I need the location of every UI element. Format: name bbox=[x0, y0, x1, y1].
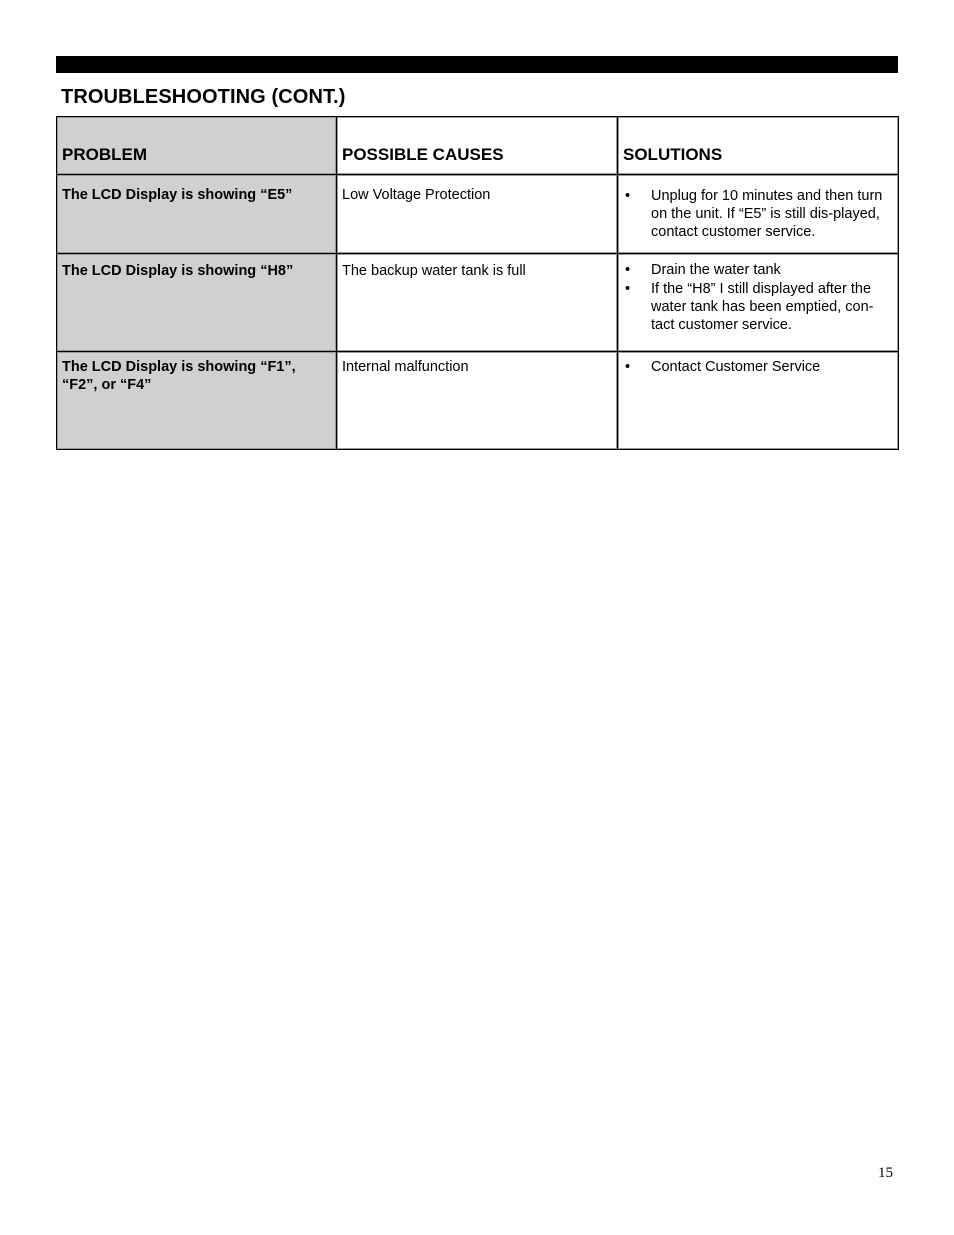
cause-text: The backup water tank is full bbox=[342, 263, 526, 279]
header-solutions bbox=[618, 117, 899, 175]
solutions-cell bbox=[618, 352, 899, 450]
table-row bbox=[57, 254, 899, 352]
solution-item bbox=[623, 358, 892, 376]
table-row bbox=[57, 352, 899, 450]
solution-text: Unplug for 10 minutes and then turn on the unit. If “E5” is still dis-played, contact customer service. bbox=[651, 188, 883, 240]
troubleshooting-table bbox=[56, 116, 899, 450]
solutions-list bbox=[618, 175, 898, 241]
solutions-cell bbox=[618, 254, 899, 352]
solution-item bbox=[623, 261, 892, 279]
cause-cell bbox=[337, 352, 618, 450]
bullet-icon: • bbox=[625, 281, 631, 297]
header-causes-label: POSSIBLE CAUSES bbox=[342, 145, 504, 164]
bullet-icon: • bbox=[625, 188, 631, 204]
bullet-icon: • bbox=[625, 359, 631, 375]
solution-text: If the “H8” I still displayed after the water tank has been emptied, con-tact customer service. bbox=[651, 281, 874, 333]
section-title: TROUBLESHOOTING (CONT.) bbox=[61, 86, 346, 108]
solution-text: Contact Customer Service bbox=[651, 359, 821, 375]
page-number: 15 bbox=[878, 1165, 893, 1181]
problem-cell bbox=[57, 352, 337, 450]
solutions-list bbox=[618, 254, 898, 334]
problem-text: The LCD Display is showing “E5” bbox=[62, 187, 293, 203]
problem-text: The LCD Display is showing “H8” bbox=[62, 263, 294, 279]
cause-cell bbox=[337, 175, 618, 254]
bullet-icon: • bbox=[625, 262, 631, 278]
cause-text: Internal malfunction bbox=[342, 359, 469, 375]
table-row bbox=[57, 175, 899, 254]
header-problem-label: PROBLEM bbox=[62, 145, 147, 164]
cause-cell bbox=[337, 254, 618, 352]
table-header-row bbox=[57, 117, 899, 175]
solutions-list bbox=[618, 352, 898, 376]
header-causes bbox=[337, 117, 618, 175]
problem-cell bbox=[57, 175, 337, 254]
problem-cell bbox=[57, 254, 337, 352]
solutions-cell bbox=[618, 175, 899, 254]
header-solutions-label: SOLUTIONS bbox=[623, 145, 723, 164]
header-rule-bar bbox=[56, 56, 898, 73]
solution-item bbox=[623, 280, 892, 334]
problem-text: The LCD Display is showing “F1”, “F2”, or “F4” bbox=[62, 359, 296, 393]
cause-text: Low Voltage Protection bbox=[342, 187, 491, 203]
header-problem bbox=[57, 117, 337, 175]
solution-item bbox=[623, 187, 892, 241]
solution-text: Drain the water tank bbox=[651, 262, 781, 278]
